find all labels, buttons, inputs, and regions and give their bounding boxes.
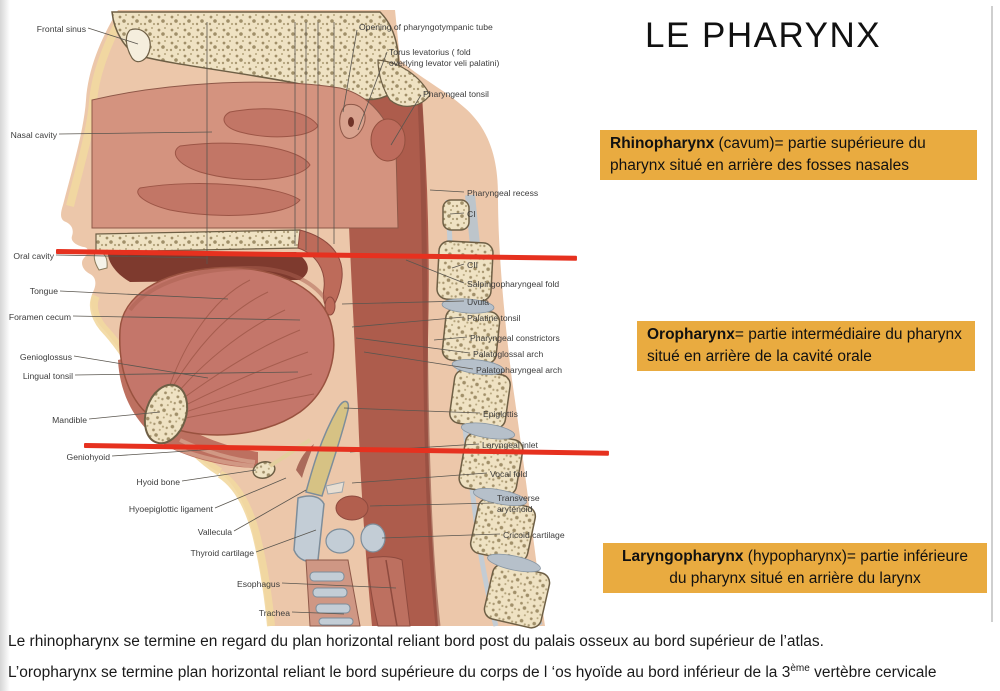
page-edge-right bbox=[991, 6, 993, 622]
label-hyoepiglottic-ligament: Hyoepiglottic ligament bbox=[128, 504, 213, 514]
definition-box-oropharynx bbox=[637, 321, 975, 371]
definition-text: = partie intermédiaire du pharynx situé en arrière de la cavité orale bbox=[647, 326, 962, 365]
label-nasal-cavity: Nasal cavity bbox=[10, 130, 57, 140]
definition-term: Rhinopharynx bbox=[610, 135, 715, 152]
label-epiglottis: Epiglottis bbox=[483, 409, 518, 419]
label-cii: CII bbox=[467, 260, 478, 270]
label-geniohyoid: Geniohyoid bbox=[66, 452, 110, 462]
definition-text: (cavum)= partie supérieure du pharynx situé en arrière des fosses nasales bbox=[610, 135, 926, 174]
label-laryngeal-inlet: Laryngeal inlet bbox=[482, 440, 538, 450]
label-trachea: Trachea bbox=[258, 608, 290, 618]
label-pharyngeal-recess: Pharyngeal recess bbox=[467, 188, 539, 198]
label-palatine-tonsil: Palatine tonsil bbox=[467, 313, 521, 323]
label-uvula: Uvula bbox=[467, 297, 489, 307]
label-ci: CI bbox=[467, 209, 476, 219]
page-title: LE PHARYNX bbox=[645, 16, 882, 55]
label-opening-pharyngotympanic-tube: Opening of pharyngotympanic tube bbox=[359, 22, 493, 32]
label-esophagus: Esophagus bbox=[236, 579, 280, 589]
footnote-line-1: Le rhinopharynx se termine en regard du plan horizontal reliant bord post du palais osseux au bord supérieur de l’atlas. bbox=[8, 633, 824, 650]
definition-box-laryngopharynx bbox=[603, 543, 987, 593]
label-genioglossus: Genioglossus bbox=[19, 352, 72, 362]
label-vallecula: Vallecula bbox=[197, 527, 232, 537]
label-pharyngeal-constrictors: Pharyngeal constrictors bbox=[470, 333, 560, 343]
label-cricoid-cartilage: Cricoid cartilage bbox=[503, 530, 565, 540]
label-mandible: Mandible bbox=[52, 415, 87, 425]
label-thyroid-cartilage: Thyroid cartilage bbox=[190, 548, 254, 558]
label-hyoid-bone: Hyoid bone bbox=[136, 477, 180, 487]
label-pharyngeal-tonsil: Pharyngeal tonsil bbox=[423, 89, 489, 99]
footnote-line-2: L’oropharynx se termine plan horizontal reliant le bord supérieure du corps de l ‘os hyoïde au bord inférieur de la 3ème vertèbre cervicale bbox=[8, 663, 937, 682]
definition-term: Laryngopharynx bbox=[622, 548, 744, 565]
label-palatopharyngeal-arch: Palatopharyngeal arch bbox=[476, 365, 562, 375]
label-frontal-sinus: Frontal sinus bbox=[36, 24, 86, 34]
label-salpingopharyngeal-fold: Salpingopharyngeal fold bbox=[467, 279, 560, 289]
label-oral-cavity: Oral cavity bbox=[13, 251, 54, 261]
label-tongue: Tongue bbox=[29, 286, 58, 296]
definition-term: Oropharynx bbox=[647, 326, 735, 343]
label-transverse-arytenoid: Transverse arytenoid bbox=[497, 493, 540, 514]
ordinal-superscript: ème bbox=[790, 663, 810, 674]
label-torus-levatorius: Torus levatorius ( fold overlying levator veli palatini) bbox=[389, 47, 500, 68]
definition-text: (hypopharynx)= partie inférieure du pharynx situé en arrière du larynx bbox=[669, 548, 968, 587]
footnotes bbox=[8, 628, 998, 686]
label-vocal-fold: Vocal fold bbox=[490, 469, 528, 479]
definition-box-rhinopharynx bbox=[600, 130, 977, 180]
label-lingual-tonsil: Lingual tonsil bbox=[22, 371, 73, 381]
page-edge-left bbox=[0, 0, 10, 691]
label-foramen-cecum: Foramen cecum bbox=[8, 312, 71, 322]
label-palatoglossal-arch: Palatoglossal arch bbox=[473, 349, 544, 359]
